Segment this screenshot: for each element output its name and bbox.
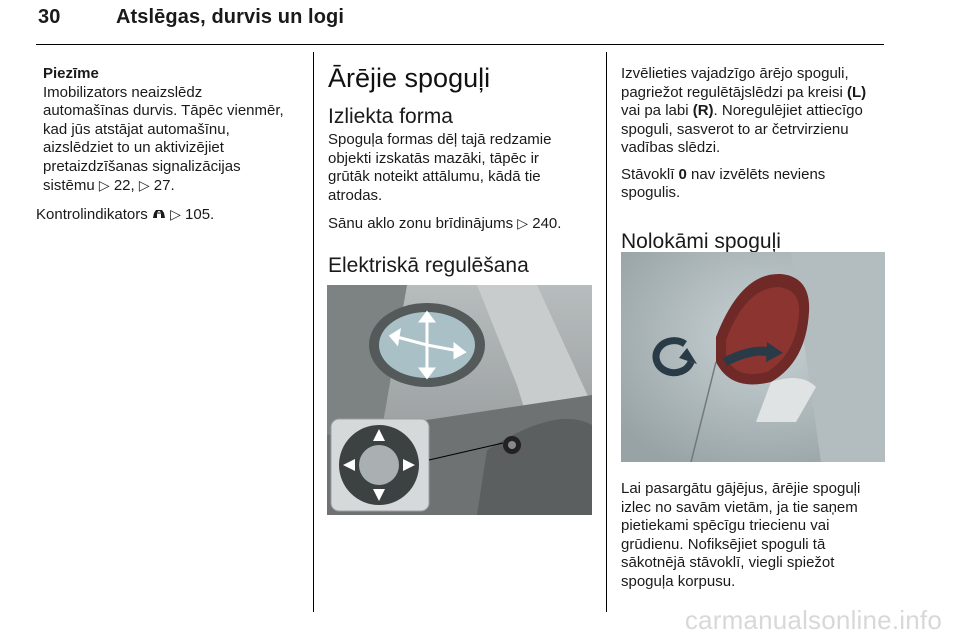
text-line: pietiekami spēcīgu triecienu vai xyxy=(621,517,830,534)
paragraph xyxy=(621,166,883,203)
subsection-heading: Elektriskā regulēšana xyxy=(328,253,529,277)
text-line: sākotnējā stāvoklī, viegli spiežot xyxy=(621,554,835,571)
car-lock-icon xyxy=(152,206,170,223)
note-label: Piezīme xyxy=(43,65,99,82)
column-3-lower xyxy=(621,480,886,591)
note-text: sistēmu xyxy=(43,177,95,194)
text-line: spoguļa korpusu. xyxy=(621,572,736,590)
page-ref-link[interactable]: 105. xyxy=(185,205,215,223)
subsection-heading: Nolokāmi spoguļi xyxy=(621,229,781,253)
text-line: vadības slēdzi. xyxy=(621,139,721,156)
page-ref-icon: ▷ xyxy=(170,205,181,222)
text-line: izlec no savām vietām, ja tie saņem xyxy=(621,498,858,516)
column-3 xyxy=(621,65,883,254)
text-line: grūtāk noteikt attālumu, kādā tie xyxy=(328,168,541,185)
indicator-line xyxy=(36,205,308,225)
text: Sānu aklo zonu brīdinājums xyxy=(328,215,514,232)
note-line: automašīnas durvis. Tāpēc vienmēr, xyxy=(43,102,284,119)
mirror-adjust-photo xyxy=(327,285,592,515)
paragraph xyxy=(621,65,883,158)
page-ref-icon: ▷ xyxy=(517,215,529,231)
page-ref-link[interactable]: 240. xyxy=(532,215,562,232)
text-line: Spoguļa formas dēļ tajā redzamie xyxy=(328,131,552,148)
header-rule xyxy=(36,44,884,45)
text-line: spoguli, sasverot to ar četrvirzienu xyxy=(621,120,849,138)
page-ref-link[interactable]: 27. xyxy=(153,177,175,194)
column-divider-left xyxy=(313,52,314,612)
note-line: kad jūs atstājat automašīnu, xyxy=(43,120,230,138)
text-line: Stāvoklī 0 nav izvēlēts neviens xyxy=(621,165,826,183)
page-title: Atslēgas, durvis un logi xyxy=(116,6,344,28)
folding-mirror-photo xyxy=(621,252,885,462)
note-line: pretaizdzīšanas signalizācijas xyxy=(43,157,241,175)
text-line: grūdienu. Nofiksējiet spoguli tā xyxy=(621,535,826,553)
page-ref-icon: ▷ xyxy=(138,177,150,193)
indicator-text: Kontrolindikators xyxy=(36,205,148,223)
paragraph xyxy=(328,131,600,205)
text-line: vai pa labi (R). Noregulējiet attiecīgo xyxy=(621,102,863,119)
text-line: Lai pasargātu gājējus, ārējie spoguļi xyxy=(621,480,861,497)
text-line: pagriežot regulētājslēdzi pa kreisi (L) xyxy=(621,83,867,101)
column-2 xyxy=(328,63,600,278)
section-heading: Ārējie spoguļi xyxy=(328,63,491,93)
watermark: carmanualsonline.info xyxy=(684,605,942,635)
column-divider-right xyxy=(606,52,607,612)
text-line: spogulis. xyxy=(621,184,681,201)
page-number: 30 xyxy=(38,6,61,28)
note-box xyxy=(43,65,308,196)
text-line: atrodas. xyxy=(328,186,383,204)
note-line: aizslēdziet to un aktivizējiet xyxy=(43,139,224,156)
column-1 xyxy=(36,65,308,224)
page-ref-icon: ▷ xyxy=(98,177,110,193)
text-line: Izvēlieties vajadzīgo ārējo spoguli, xyxy=(621,65,849,82)
blindspot-line xyxy=(328,214,600,234)
page-ref-link[interactable]: 22, xyxy=(113,177,135,194)
text-line: objekti izskatās mazāki, tāpēc ir xyxy=(328,149,539,167)
note-line xyxy=(43,176,308,196)
subsection-heading: Izliekta forma xyxy=(328,105,453,128)
note-line: Imobilizators neaizslēdz xyxy=(43,83,203,101)
